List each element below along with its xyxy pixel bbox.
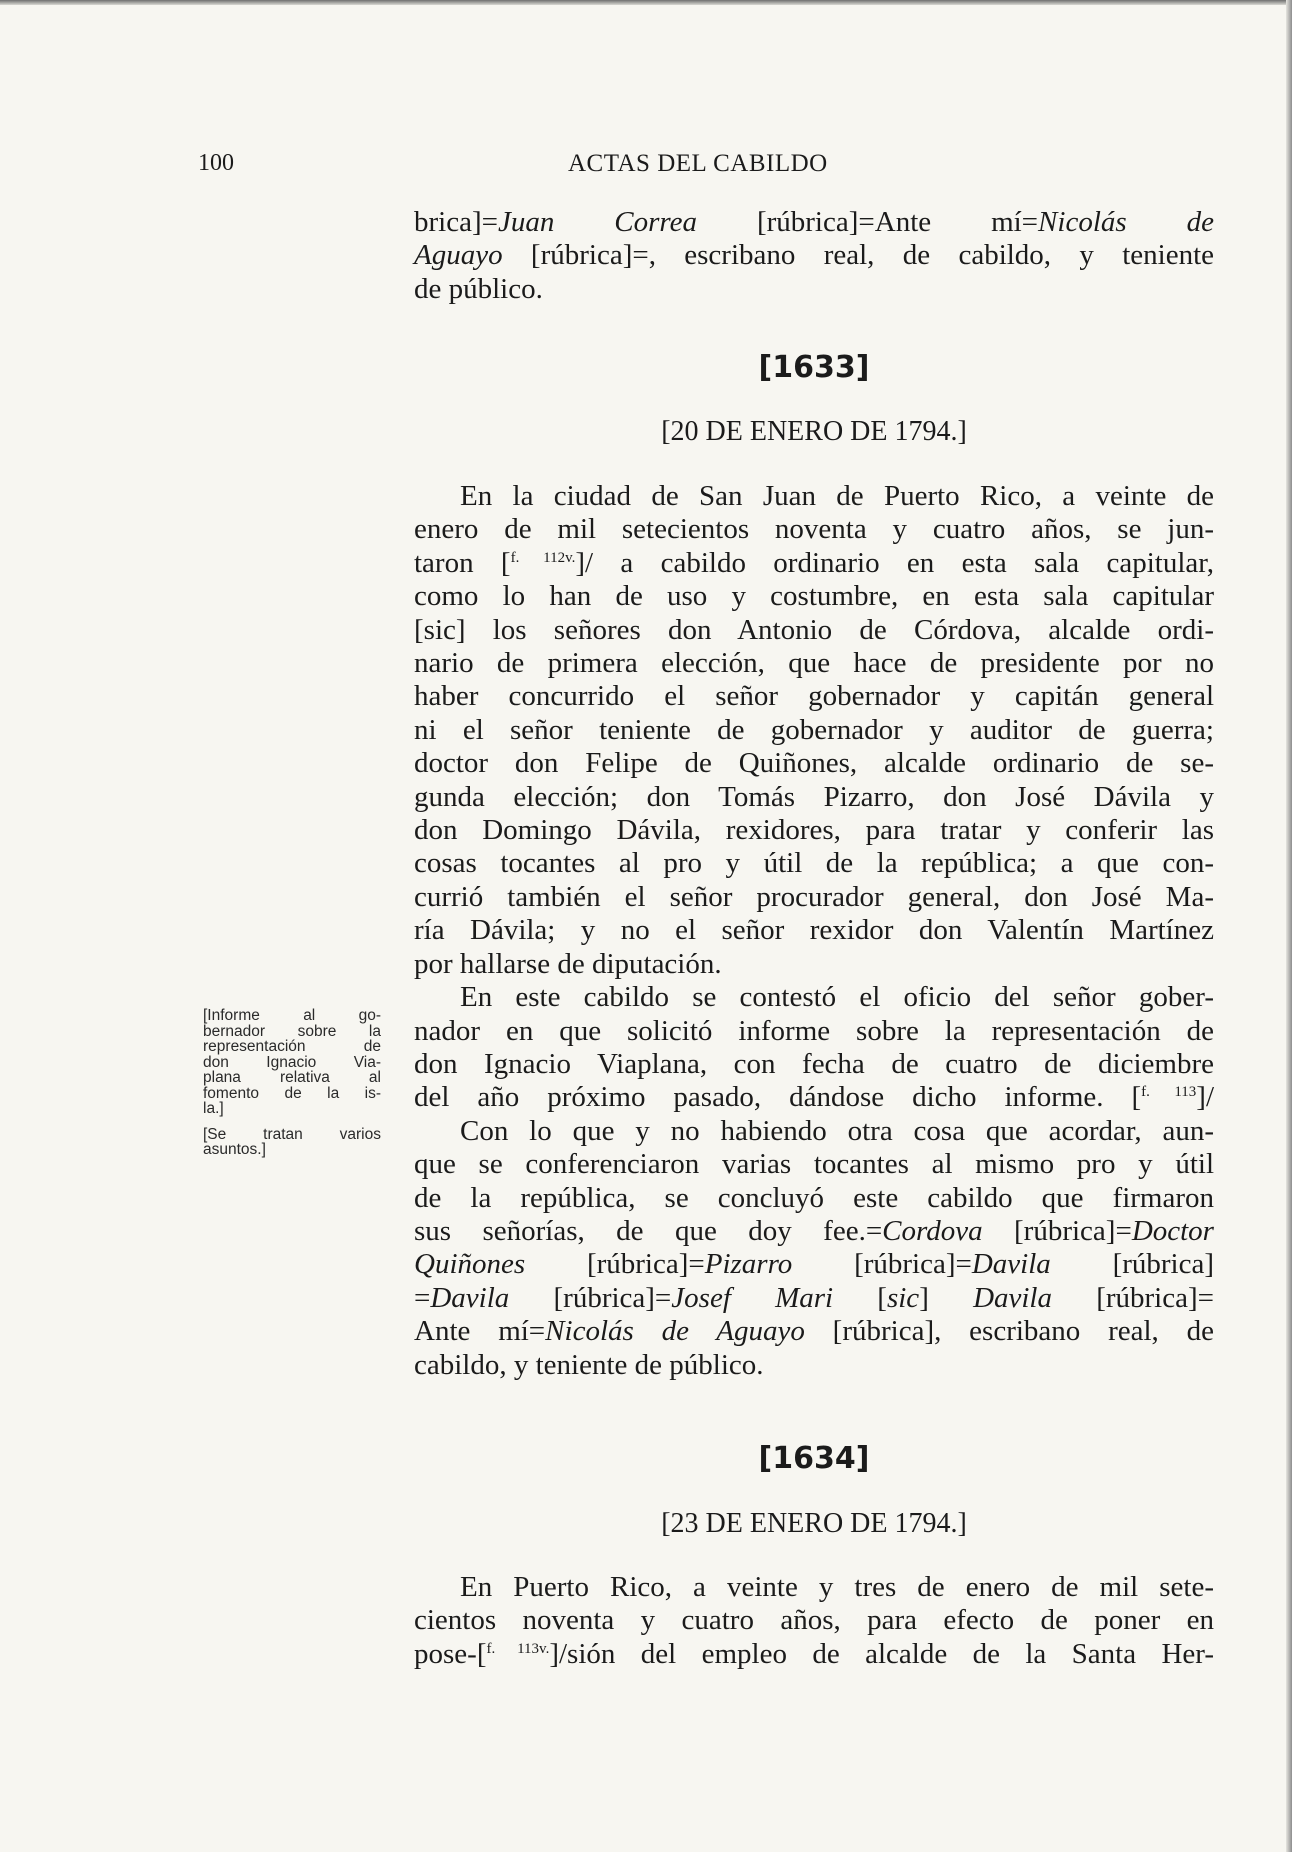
text-line: que se conferenciaron varias tocantes al mismo pro y útil [414, 1148, 1214, 1181]
page-number: 100 [198, 150, 234, 176]
text-line: =Davila [rúbrica]=Josef Mari [sic] Davila [rúbrica]= [414, 1281, 1214, 1314]
margin-note-line: don Ignacio Via- [203, 1053, 381, 1071]
margin-notes [203, 1008, 381, 1168]
entry-date: [20 DE ENERO DE 1794.] [661, 416, 967, 447]
entry-paragraph [414, 1571, 1214, 1671]
text-line: [sic] los señores don Antonio de Córdova, alcalde ordi- [414, 613, 1214, 646]
text-line: enero de mil setecientos noventa y cuatro años, se jun- [414, 513, 1214, 546]
margin-note-asuntos [203, 1127, 381, 1158]
scan-edge-top [0, 0, 1292, 5]
scan-edge-right [1286, 0, 1292, 1852]
text-line: don Domingo Dávila, rexidores, para tratar y conferir las [414, 814, 1214, 847]
text-line: nador en que solicitó informe sobre la representación de [414, 1014, 1214, 1047]
text-line: haber concurrido el señor gobernador y capitán general [414, 680, 1214, 713]
text-line: doctor don Felipe de Quiñones, alcalde ordinario de se- [414, 747, 1214, 780]
text-line: nario de primera elección, que hace de presidente por no [414, 647, 1214, 680]
margin-note-line: la.] [203, 1100, 224, 1117]
text-line: En Puerto Rico, a veinte y tres de enero de mil sete- [460, 1571, 1214, 1603]
text-line: taron [$^{f. 112v.}$]/ a cabildo ordinario en esta sala capitular, [414, 546, 1214, 579]
text-line: don Ignacio Viaplana, con fecha de cuatro de diciembre [414, 1047, 1214, 1080]
entry-number: [1634] [758, 1441, 870, 1476]
entry-number: [1633] [758, 350, 870, 385]
margin-note-informe [203, 1008, 381, 1117]
entry-paragraph [414, 480, 1214, 1382]
text-line: pose-[$^{f. 113v.}$]/sión del empleo de alcalde de la Santa Her- [414, 1637, 1215, 1670]
text-line: cosas tocantes al pro y útil de la república; a que con- [414, 847, 1214, 880]
text-line: como lo han de uso y costumbre, en esta sala capitular [414, 580, 1214, 613]
text-line: Quiñones [rúbrica]=Pizarro [rúbrica]=Davila [rúbrica] [414, 1248, 1214, 1281]
text-line: cabildo, y teniente de público. [414, 1348, 764, 1381]
continuation-paragraph [414, 206, 1214, 306]
margin-note-line: fomento de la is- [203, 1084, 381, 1102]
text-line: cientos noventa y cuatro años, para efecto de poner en [414, 1604, 1214, 1637]
text-line: de la república, se concluyó este cabildo que firmaron [414, 1181, 1214, 1214]
running-head: ACTAS DEL CABILDO [568, 150, 828, 177]
text-line: En este cabildo se contestó el oficio del señor gober- [460, 981, 1214, 1014]
text-line: del año próximo pasado, dándose dicho informe. [$^{f. 113}$]/ [414, 1081, 1214, 1114]
text-line: gunda elección; don Tomás Pizarro, don José Dávila y [414, 780, 1214, 813]
text-line: de público. [414, 272, 543, 305]
text-line: currió también el señor procurador general, don José Ma- [414, 880, 1214, 913]
text-line: ría Dávila; y no el señor rexidor don Valentín Martínez [414, 914, 1214, 947]
entry-date: [23 DE ENERO DE 1794.] [661, 1508, 967, 1539]
text-line: brica]=Juan Correa [rúbrica]=Ante mí=Nicolás de [414, 206, 1214, 238]
margin-note-line: [Informe al go- [203, 1007, 381, 1024]
text-line: Aguayo [rúbrica]=, escribano real, de cabildo, y teniente [414, 239, 1214, 272]
margin-note-line: bernador sobre la [203, 1022, 381, 1040]
text-line: sus señorías, de que doy fee.=Cordova [rúbrica]=Doctor [414, 1214, 1214, 1247]
text-line: Ante mí=Nicolás de Aguayo [rúbrica], escribano real, de [414, 1315, 1215, 1348]
text-line: En la ciudad de San Juan de Puerto Rico, a veinte de [460, 480, 1214, 512]
margin-note-line: asuntos.] [203, 1141, 266, 1158]
text-line: por hallarse de diputación. [414, 947, 722, 980]
margin-note-line: [Se tratan varios [203, 1125, 381, 1143]
margin-note-line: representación de [203, 1038, 381, 1055]
text-line: Con lo que y no habiendo otra cosa que acordar, aun- [460, 1114, 1214, 1147]
margin-note-line: plana relativa al [203, 1069, 381, 1086]
text-line: ni el señor teniente de gobernador y auditor de guerra; [414, 713, 1214, 746]
